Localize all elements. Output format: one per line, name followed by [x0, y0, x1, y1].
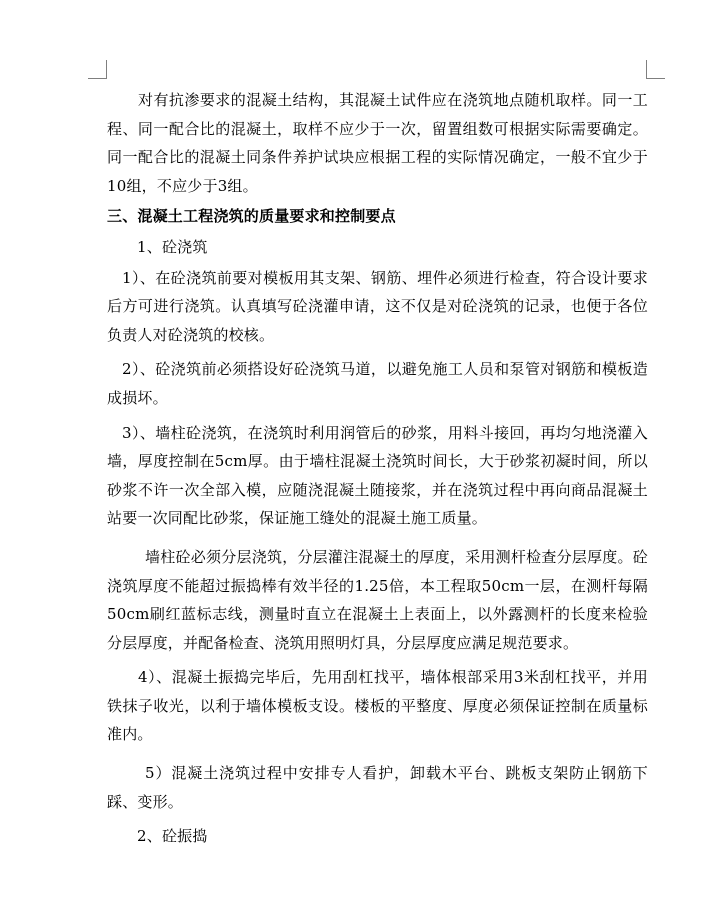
- paragraph-item-3: 3）、墙柱砼浇筑，在浇筑时利用润管后的砂浆，用料斗接回，再均匀地浇灌入墙，厚度控制在5cm厚。由于墙柱混凝土浇筑时间长，大于砂浆初凝时间，所以砂浆不许一次全部入模，应随浇混凝土随接浆，并在浇筑过程中再向商品混凝土站要一次同配比砂浆，保证施工缝处的混凝土施工质量。: [107, 423, 648, 528]
- margin-corner-mark-left: [88, 60, 107, 79]
- subsection-heading-pouring: 1、砼浇筑: [137, 237, 208, 256]
- document-body: [107, 86, 648, 851]
- section-heading: 三、混凝土工程浇筑的质量要求和控制要点: [107, 207, 396, 226]
- paragraph-item-5: 5）混凝土浇筑过程中安排专人看护，卸载木平台、跳板支架防止钢筋下踩、变形。: [107, 764, 648, 811]
- paragraph-item-2: 2）、砼浇筑前必须搭设好砼浇筑马道，以避免施工人员和泵管对钢筋和模板造成损坏。: [107, 360, 648, 407]
- paragraph-item-4: 4）、混凝土振捣完毕后，先用刮杠找平，墙体根部采用3米刮杠找平，并用铁抹子收光，以利于墙体模板支设。楼板的平整度、厚度必须保证控制在质量标准内。: [107, 668, 648, 744]
- margin-corner-mark-right: [646, 60, 665, 79]
- paragraph-item-1: 1）、在砼浇筑前要对模板用其支架、钢筋、埋件必须进行检查，符合设计要求后方可进行浇筑。认真填写砼浇灌申请，这不仅是对砼浇筑的记录，也便于各位负责人对砼浇筑的校核。: [107, 268, 648, 344]
- subsection-heading-vibration: 2、砼振捣: [137, 827, 208, 846]
- paragraph-layered-pouring: 墙柱砼必须分层浇筑，分层灌注混凝土的厚度，采用测杆检查分层厚度。砼浇筑厚度不能超过振捣棒有效半径的1.25倍，本工程取50cm一层，在测杆每隔50cm刷红蓝标志线，测量时直立在混凝土上表面上，以外露测杆的长度来检验分层厚度，并配备检查、浇筑用照明灯具，分层厚度应满足规范要求。: [107, 547, 648, 652]
- paragraph-anti-seepage-sampling: 对有抗渗要求的混凝土结构，其混凝土试件应在浇筑地点随机取样。同一工程、同一配合比的混凝土，取样不应少于一次，留置组数可根据实际需要确定。同一配合比的混凝土同条件养护试块应根据工程的实际情况确定，一般不宜少于10组，不应少于3组。: [107, 91, 648, 195]
